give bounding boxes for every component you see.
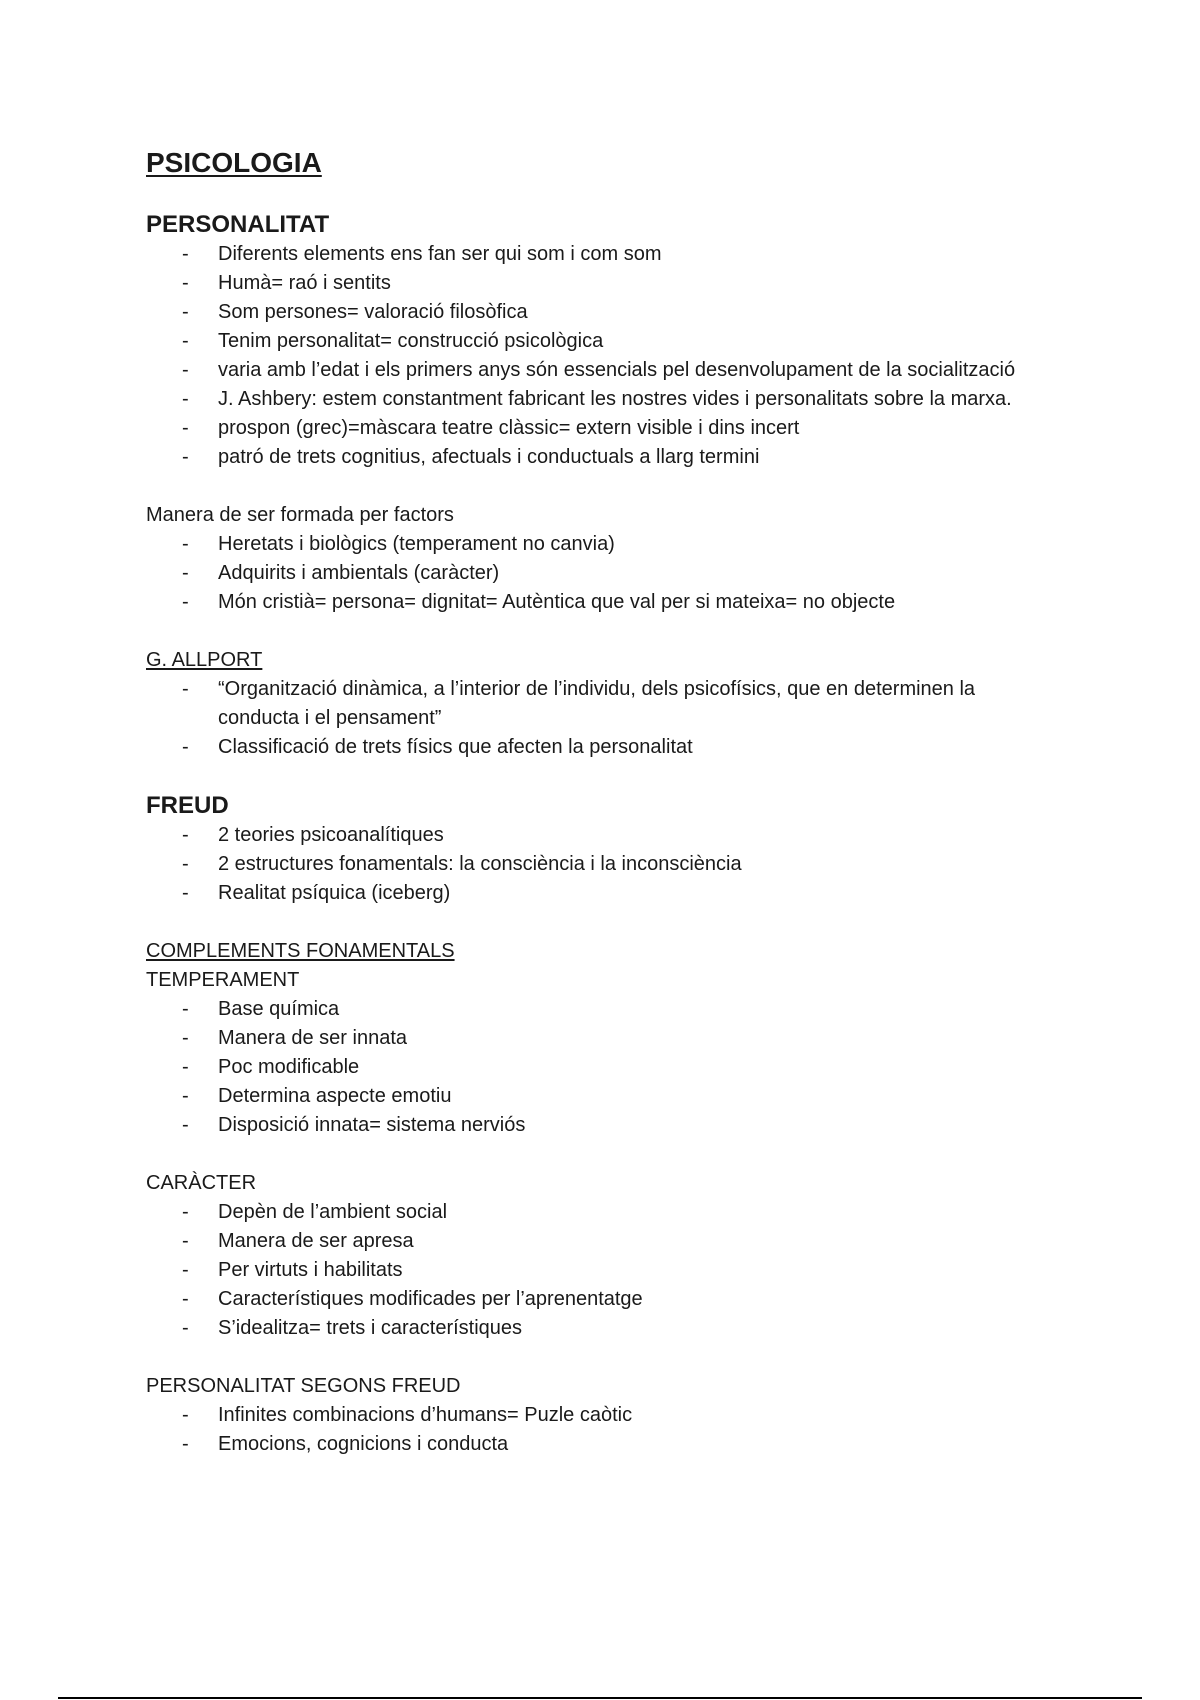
list-factors [146,530,1056,617]
list-item: - Tenim personalitat= construcció psicològica [146,327,1056,356]
list-caracter [146,1198,1056,1343]
subheading-temperament: TEMPERAMENT [146,969,300,991]
list-allport [146,675,1056,762]
list-item: - Poc modificable [146,1053,1056,1082]
list-item: - Manera de ser innata [146,1024,1056,1053]
list-item: - Realitat psíquica (iceberg) [146,879,1056,908]
list-item: - Depèn de l’ambient social [146,1198,1056,1227]
heading-complements: COMPLEMENTS FONAMENTALS [146,940,455,962]
list-item: - Infinites combinacions d’humans= Puzle caòtic [146,1401,1056,1430]
heading-factors: Manera de ser formada per factors [146,504,454,526]
list-personalitat [146,240,1056,472]
heading-personalitat: PERSONALITAT [146,211,330,238]
list-item: - Per virtuts i habilitats [146,1256,1056,1285]
list-item: - Humà= raó i sentits [146,269,1056,298]
list-item: - Determina aspecte emotiu [146,1082,1056,1111]
heading-freud: FREUD [146,792,229,819]
list-item: - Base química [146,995,1056,1024]
list-item: - prospon (grec)=màscara teatre clàssic= extern visible i dins incert [146,414,1056,443]
list-item: - J. Ashbery: estem constantment fabricant les nostres vides i personalitats sobre la marxa. [146,385,1056,414]
list-item: - Món cristià= persona= dignitat= Autèntica que val per si mateixa= no objecte [146,588,1056,617]
list-item: - Disposició innata= sistema nerviós [146,1111,1056,1140]
footer-divider [58,1697,1142,1699]
list-item: - Manera de ser apresa [146,1227,1056,1256]
list-freud [146,821,1056,908]
document-page [146,146,1056,1459]
list-item: - Classificació de trets físics que afecten la personalitat [146,733,1056,762]
list-item: - Heretats i biològics (temperament no canvia) [146,530,1056,559]
list-item: - 2 estructures fonamentals: la consciència i la inconsciència [146,850,1056,879]
list-temperament [146,995,1056,1140]
heading-caracter: CARÀCTER [146,1172,257,1194]
list-item: - Característiques modificades per l’aprenentatge [146,1285,1056,1314]
document-title: PSICOLOGIA [146,147,322,178]
list-personalitat-freud [146,1401,1056,1459]
list-item: - varia amb l’edat i els primers anys són essencials pel desenvolupament de la socialització [146,356,1056,385]
list-item: - 2 teories psicoanalítiques [146,821,1056,850]
list-item: - Som persones= valoració filosòfica [146,298,1056,327]
list-item: - patró de trets cognitius, afectuals i conductuals a llarg termini [146,443,1056,472]
list-item: - Diferents elements ens fan ser qui som i com som [146,240,1056,269]
heading-personalitat-freud: PERSONALITAT SEGONS FREUD [146,1375,461,1397]
list-item: - Emocions, cognicions i conducta [146,1430,1056,1459]
heading-allport: G. ALLPORT [146,649,263,671]
list-item: - S’idealitza= trets i característiques [146,1314,1056,1343]
list-item: - “Organització dinàmica, a l’interior de l’individu, dels psicofísics, que en determinen la conducta i el pensament” [146,675,1056,733]
list-item: - Adquirits i ambientals (caràcter) [146,559,1056,588]
